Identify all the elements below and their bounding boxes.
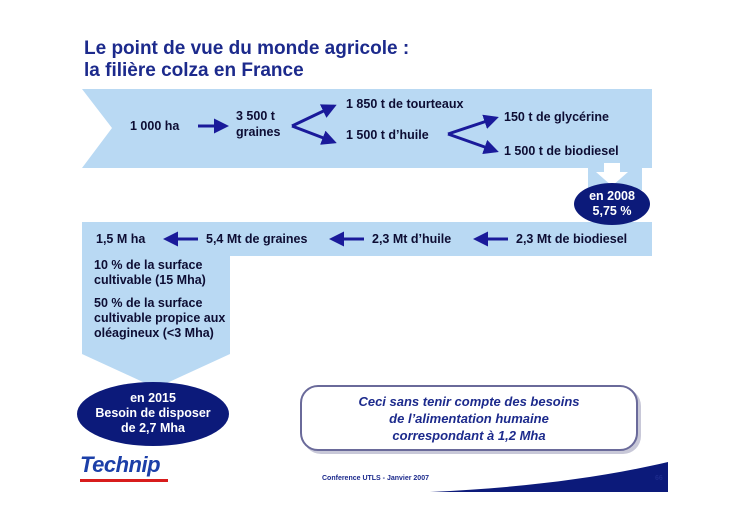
surface-note-1: 10 % de la surface cultivable (15 Mha): [94, 258, 206, 287]
top-grains-line1: 3 500 t: [236, 109, 275, 123]
top-hectares-label: 1 000 ha: [130, 119, 180, 133]
oval-2015-line2: Besoin de disposer: [95, 406, 211, 420]
bottom-biodiesel-label: 2,3 Mt de biodiesel: [516, 232, 628, 246]
oval-2008-line1: en 2008: [589, 189, 635, 203]
surface-note-2: 50 % de la surface cultivable propice aux oléagineux (<3 Mha): [94, 296, 226, 340]
oval-2015-line3: de 2,7 Mha: [121, 421, 185, 435]
oval-2015-line1: en 2015: [130, 391, 176, 405]
oval-2008-line2: 5,75 %: [592, 204, 632, 218]
bottom-grains-label: 5,4 Mt de graines: [206, 232, 308, 246]
top-glycerin-label: 150 t de glycérine: [504, 110, 609, 124]
bottom-oil-label: 2,3 Mt d’huile: [372, 232, 452, 246]
top-meal-label: 1 850 t de tourteaux: [346, 97, 464, 111]
footer-text: Conference UTLS - Janvier 2007: [322, 475, 429, 482]
logo-underline: [80, 479, 168, 482]
top-grains-line2: graines: [236, 125, 281, 139]
page-title-line2: la filière colza en France: [84, 60, 304, 81]
technip-logo: Technip: [80, 452, 161, 477]
corner-swoosh: [430, 462, 668, 492]
page-title-line1: Le point de vue du monde agricole :: [84, 38, 410, 59]
oval-2008: [574, 189, 650, 219]
bottom-hectares-label: 1,5 M ha: [96, 232, 146, 246]
top-biodiesel-label: 1 500 t de biodiesel: [504, 144, 619, 158]
top-oil-label: 1 500 t d’huile: [346, 128, 429, 142]
page-number: 66: [655, 475, 663, 482]
callout-box: [300, 385, 638, 451]
callout-line2: de l’alimentation humaine: [389, 410, 549, 426]
callout-line3: correspondant à 1,2 Mha: [392, 427, 546, 443]
oval-2015: [78, 391, 228, 436]
callout-line1: Ceci sans tenir compte des besoins: [358, 393, 580, 409]
